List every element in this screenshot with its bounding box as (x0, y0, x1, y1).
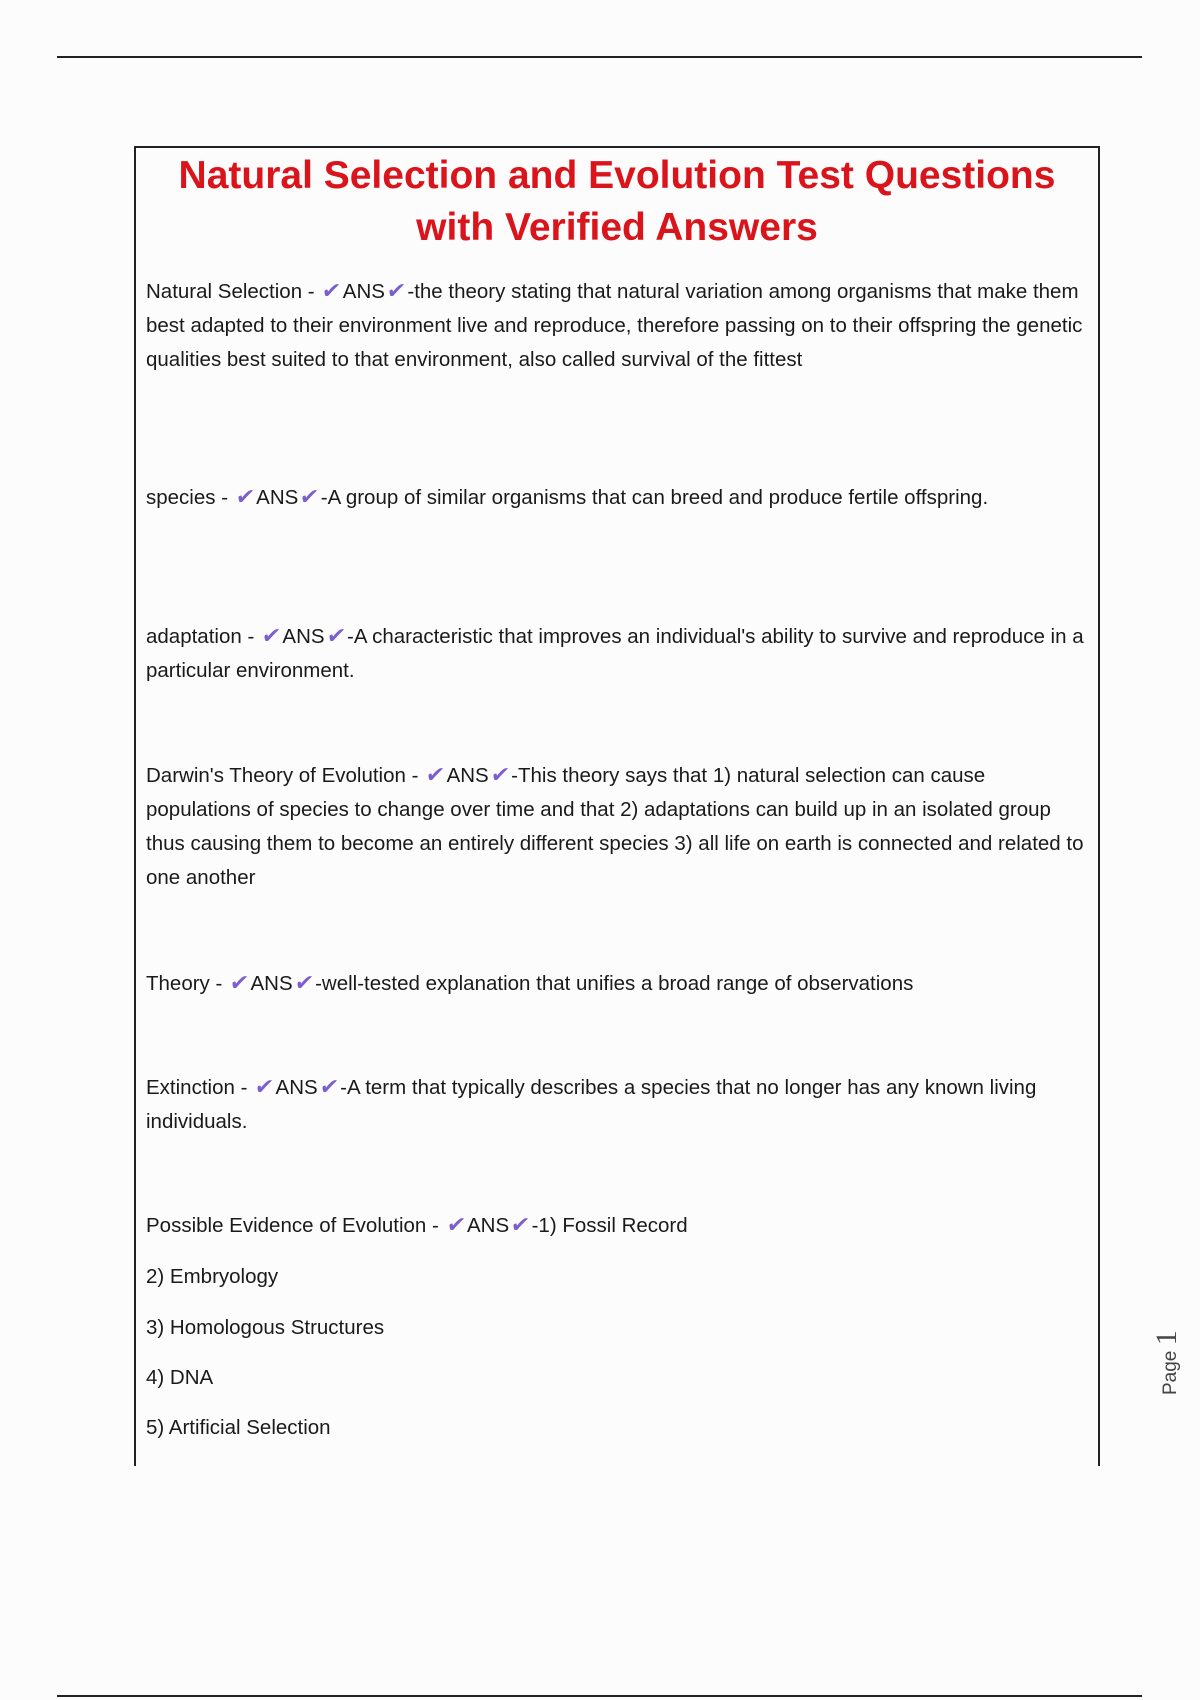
check-icon: ✔ (318, 1074, 340, 1099)
check-icon: ✔ (253, 1074, 276, 1099)
ans-label: ANS (250, 972, 293, 995)
term: species - (146, 486, 234, 509)
term: Possible Evidence of Evolution - (146, 1214, 445, 1237)
check-icon: ✔ (444, 1212, 467, 1237)
title-line-2: with Verified Answers (416, 206, 818, 249)
evidence-list-item: 3) Homologous Structures (146, 1316, 385, 1339)
qa-entry (146, 619, 1091, 688)
definition: -the theory stating that natural variation among organisms that make them best adapted to their environment live and reproduce, therefore passing on to their offspring the genetic qualities best suited to that environment, also called survival of the fittest (146, 280, 1083, 371)
qa-entry (146, 758, 1091, 895)
check-icon: ✔ (234, 484, 256, 509)
definition: -A term that typically describes a species that no longer has any known living individuals. (146, 1076, 1037, 1133)
check-icon: ✔ (292, 970, 315, 995)
evidence-list-item: 2) Embryology (146, 1265, 279, 1288)
definition: -1) Fossil Record (531, 1214, 688, 1237)
evidence-list-item: 5) Artificial Selection (146, 1416, 331, 1439)
header-rule (57, 56, 1142, 58)
evidence-list-item: 4) DNA (146, 1366, 214, 1389)
term: Extinction - (146, 1076, 254, 1099)
check-icon: ✔ (509, 1212, 532, 1237)
ans-label: ANS (256, 486, 299, 509)
definition: -A group of similar organisms that can breed and produce fertile offspring. (320, 486, 989, 509)
document-title (136, 150, 1098, 254)
definition: -A characteristic that improves an individual's ability to survive and reproduce in a particular environment. (146, 625, 1084, 682)
page-label: Page (1160, 1350, 1181, 1395)
ans-label: ANS (342, 280, 385, 303)
page-number-value: 1 (1150, 1330, 1183, 1346)
check-icon: ✔ (260, 623, 283, 648)
qa-entry (146, 1208, 1091, 1243)
check-icon: ✔ (324, 623, 347, 648)
check-icon: ✔ (298, 484, 321, 509)
qa-entry (146, 480, 1091, 515)
check-icon: ✔ (424, 762, 447, 787)
ans-label: ANS (446, 764, 489, 787)
term: Darwin's Theory of Evolution - (146, 764, 425, 787)
ans-label: ANS (275, 1076, 318, 1099)
ans-label: ANS (282, 625, 325, 648)
check-icon: ✔ (385, 278, 408, 303)
qa-entry (146, 274, 1091, 377)
term: Theory - (146, 972, 229, 995)
check-icon: ✔ (489, 762, 511, 787)
term: adaptation - (146, 625, 260, 648)
term: Natural Selection - (146, 280, 321, 303)
definition: -This theory says that 1) natural selection can cause populations of species to change over time and that 2) adaptations can build up in an isolated group thus causing them to become an entirely different species 3) all life on earth is connected and related to one another (146, 764, 1084, 889)
footer-rule (57, 1695, 1142, 1697)
check-icon: ✔ (320, 278, 343, 303)
check-icon: ✔ (228, 970, 251, 995)
definition: -well-tested explanation that unifies a broad range of observations (315, 972, 914, 995)
qa-entry (146, 966, 1091, 1001)
qa-entry (146, 1070, 1091, 1139)
page-number (1150, 1330, 1184, 1395)
ans-label: ANS (467, 1214, 510, 1237)
title-line-1: Natural Selection and Evolution Test Questions (178, 154, 1056, 197)
